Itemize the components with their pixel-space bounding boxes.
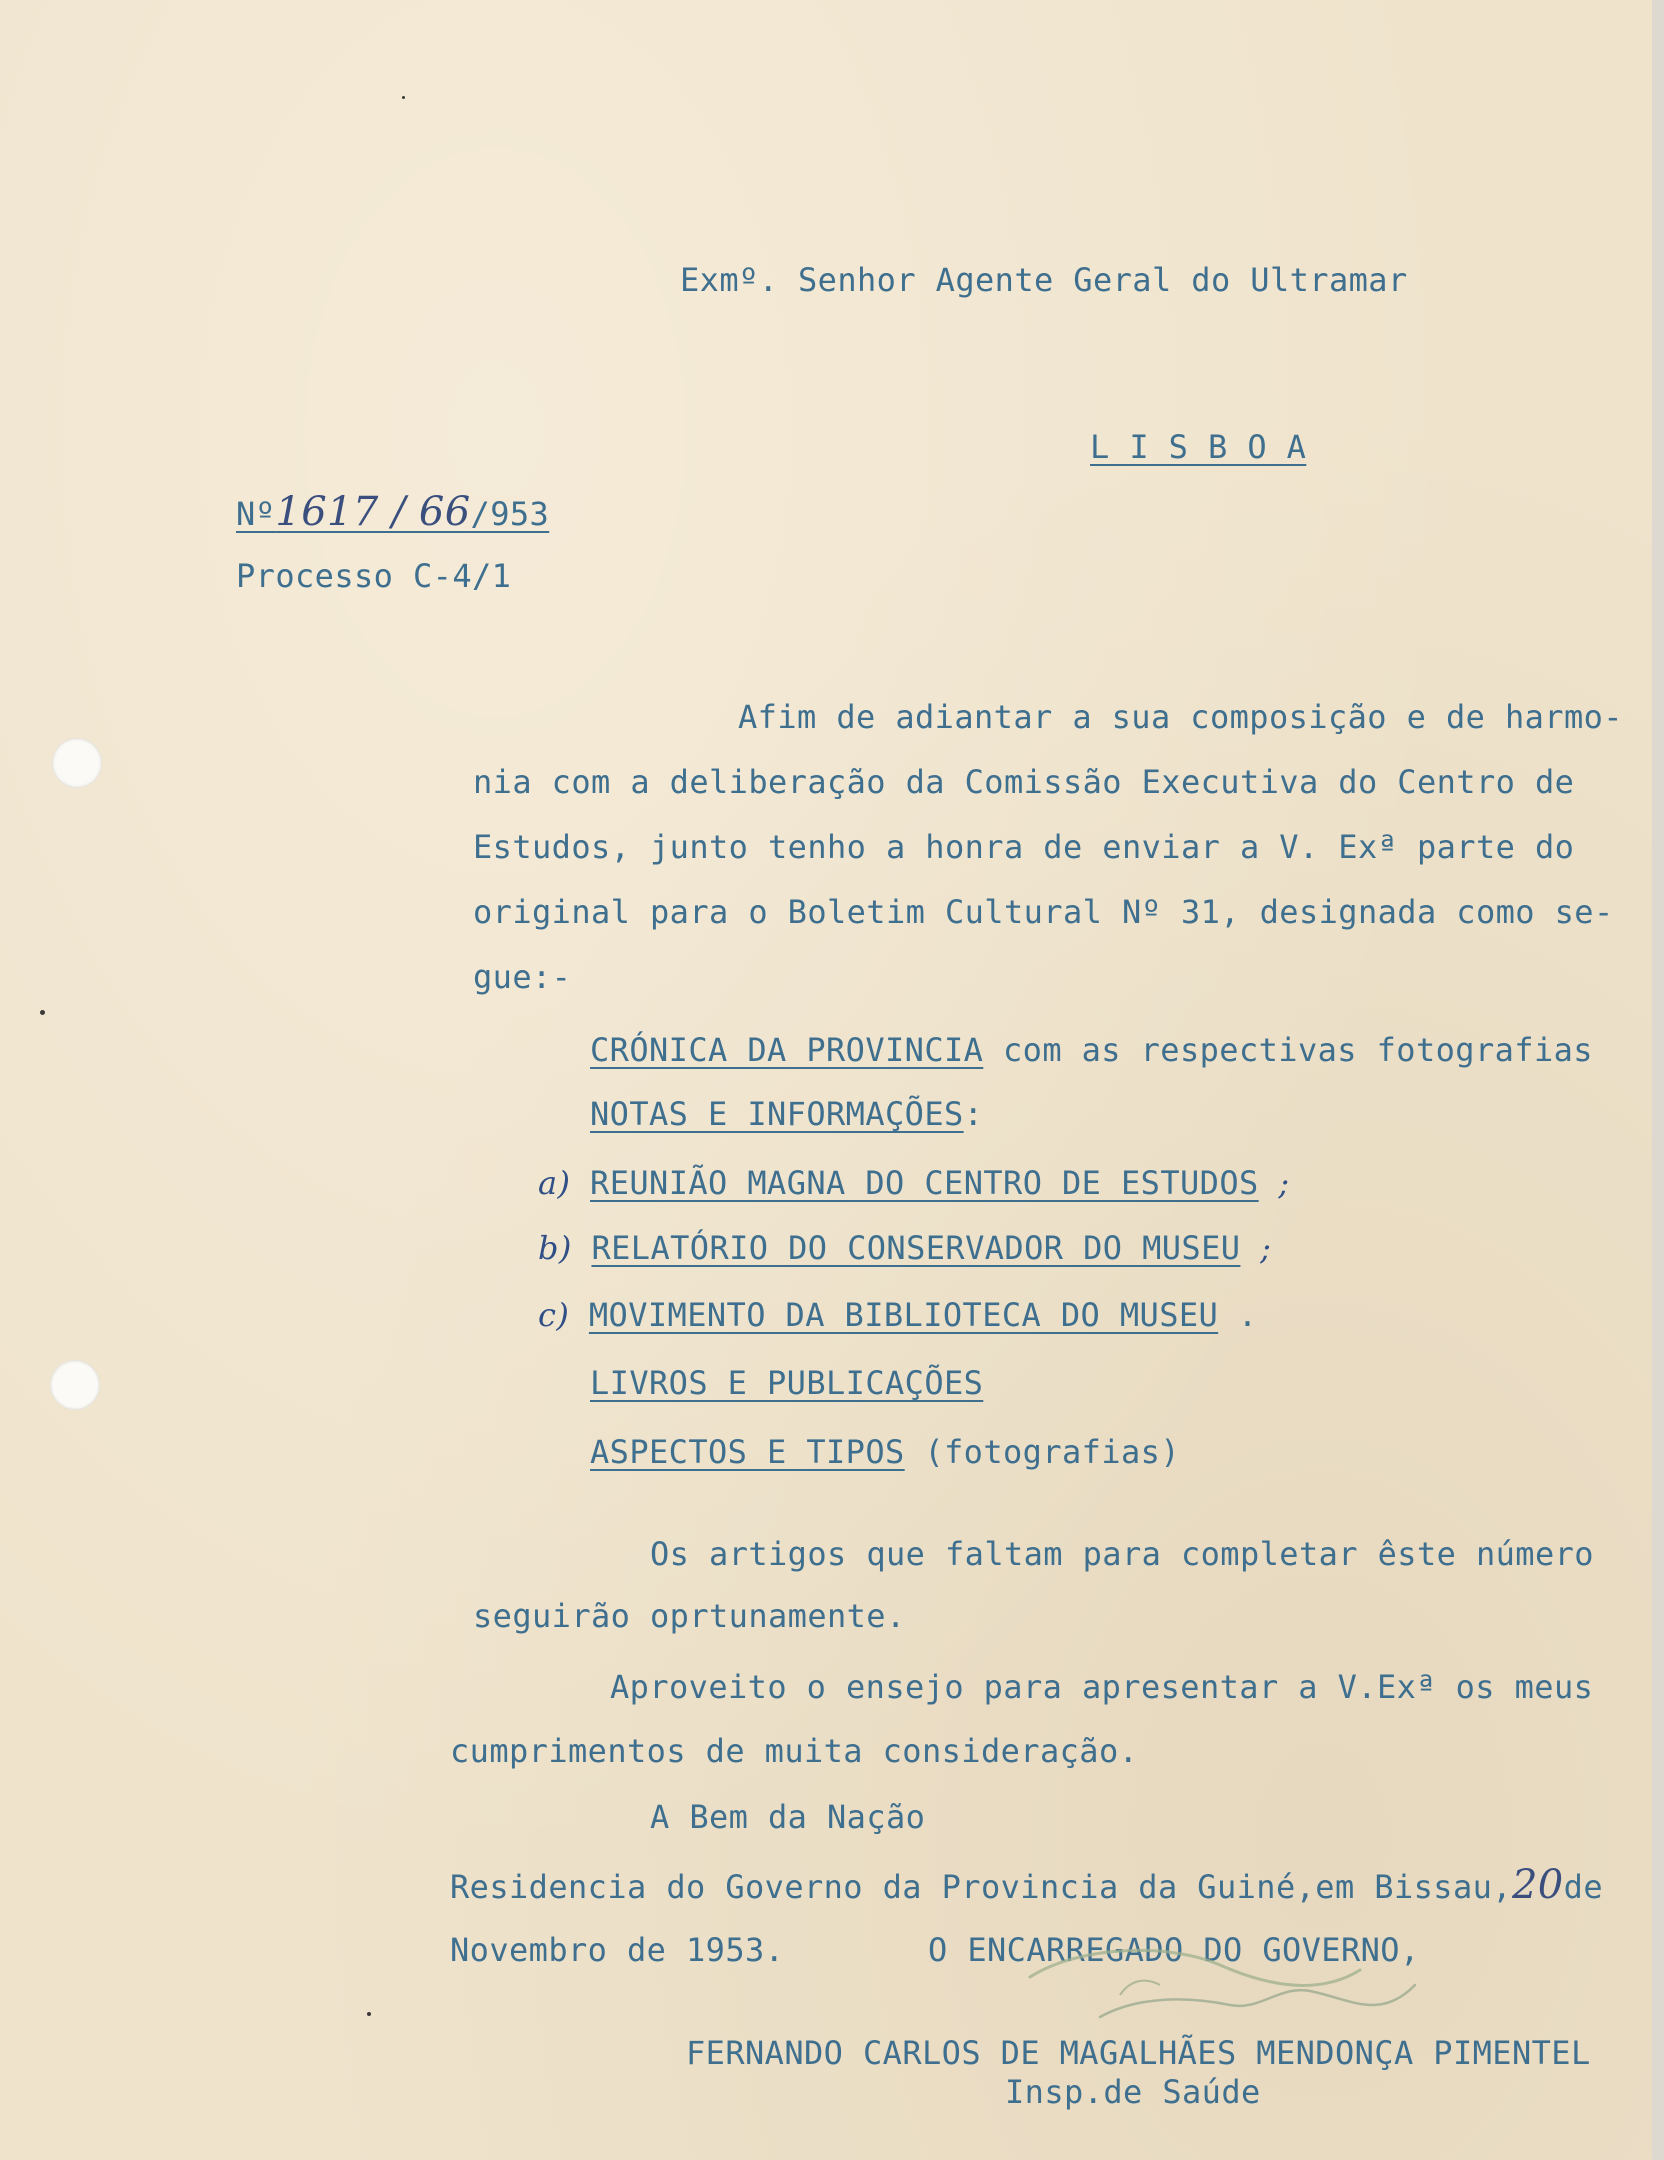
reference-number-prefix: Nº	[236, 495, 276, 533]
sub-a-suffix: ;	[1278, 1164, 1290, 1202]
sub-c-title: MOVIMENTO DA BIBLIOTECA DO MUSEU	[588, 1296, 1219, 1334]
sub-b-title: RELATÓRIO DO CONSERVADOR DO MUSEU	[591, 1229, 1241, 1267]
paragraph-intro-line: Afim de adiantar a sua composição e de harmo-	[738, 698, 1623, 736]
reference-number-year: /953	[470, 495, 550, 533]
punch-hole-bottom	[50, 1360, 100, 1410]
punch-hole-top	[52, 738, 102, 788]
paragraph-greetings-line: cumprimentos de muita consideração.	[450, 1732, 1139, 1770]
paragraph-missing-line: seguirão oprtunamente.	[473, 1597, 906, 1635]
list-item-aspectos-suffix: (fotografias)	[924, 1433, 1180, 1471]
addressee-city: L I S B O A	[1090, 428, 1307, 466]
paper-speck	[367, 2012, 371, 2016]
paragraph-greetings-line: Aproveito o ensejo para apresentar a V.Exª os meus	[610, 1668, 1594, 1706]
process-reference: Processo C-4/1	[236, 557, 512, 595]
paper-speck	[40, 1010, 45, 1015]
list-item-livros: LIVROS E PUBLICAÇÕES	[590, 1364, 984, 1402]
sub-a-title: REUNIÃO MAGNA DO CENTRO DE ESTUDOS	[590, 1164, 1259, 1202]
sub-b-suffix: ;	[1260, 1229, 1272, 1267]
scan-margin	[1652, 0, 1664, 2160]
sub-a-mark: a)	[538, 1164, 571, 1202]
list-item-sub-a	[538, 1163, 1290, 1203]
list-item-cronica	[590, 1030, 1593, 1070]
list-item-cronica-title: CRÓNICA DA PROVINCIA	[590, 1031, 984, 1069]
sub-c-mark: c)	[538, 1296, 570, 1334]
addressee-line: Exmº. Senhor Agente Geral do Ultramar	[680, 261, 1408, 299]
list-item-aspectos	[590, 1432, 1180, 1472]
closing-place-text: Residencia do Governo da Provincia da Guiné,em Bissau,	[450, 1868, 1512, 1906]
closing-day-handwritten: 20	[1511, 1862, 1564, 1908]
sub-c-suffix: .	[1237, 1296, 1258, 1334]
list-item-cronica-suffix: com as respectivas fotografias	[1002, 1031, 1593, 1069]
paper-speck	[402, 96, 405, 99]
paragraph-missing-line: Os artigos que faltam para completar êste número	[650, 1535, 1594, 1573]
list-item-sub-c	[538, 1295, 1258, 1335]
reference-number	[236, 489, 550, 535]
closing-salutation: A Bem da Nação	[650, 1798, 926, 1836]
paragraph-intro-line: gue:-	[473, 958, 572, 996]
signatory-name: FERNANDO CARLOS DE MAGALHÃES MENDONÇA PIMENTEL	[686, 2034, 1591, 2072]
handwritten-signature	[1020, 1925, 1440, 2045]
list-item-notas-title: NOTAS E INFORMAÇÕES	[590, 1095, 964, 1133]
closing-place-end: de	[1563, 1868, 1603, 1906]
paragraph-intro-line: nia com a deliberação da Comissão Executiva do Centro de	[473, 763, 1575, 801]
list-item-sub-b	[538, 1228, 1271, 1268]
list-item-aspectos-title: ASPECTOS E TIPOS	[590, 1433, 905, 1471]
list-item-notas	[590, 1094, 983, 1134]
sub-b-mark: b)	[538, 1229, 572, 1267]
signatory-title: Insp.de Saúde	[1005, 2073, 1261, 2111]
paragraph-intro-line: original para o Boletim Cultural Nº 31, designada como se-	[473, 893, 1614, 931]
closing-date-line: Novembro de 1953.	[450, 1931, 785, 1969]
list-item-notas-suffix: :	[963, 1095, 984, 1133]
reference-number-handwritten: 1617 / 66	[275, 489, 471, 535]
closing-role: O ENCARREGADO DO GOVERNO,	[928, 1931, 1420, 1969]
paragraph-intro-line: Estudos, junto tenho a honra de enviar a V. Exª parte do	[473, 828, 1575, 866]
closing-place-line	[450, 1862, 1603, 1908]
